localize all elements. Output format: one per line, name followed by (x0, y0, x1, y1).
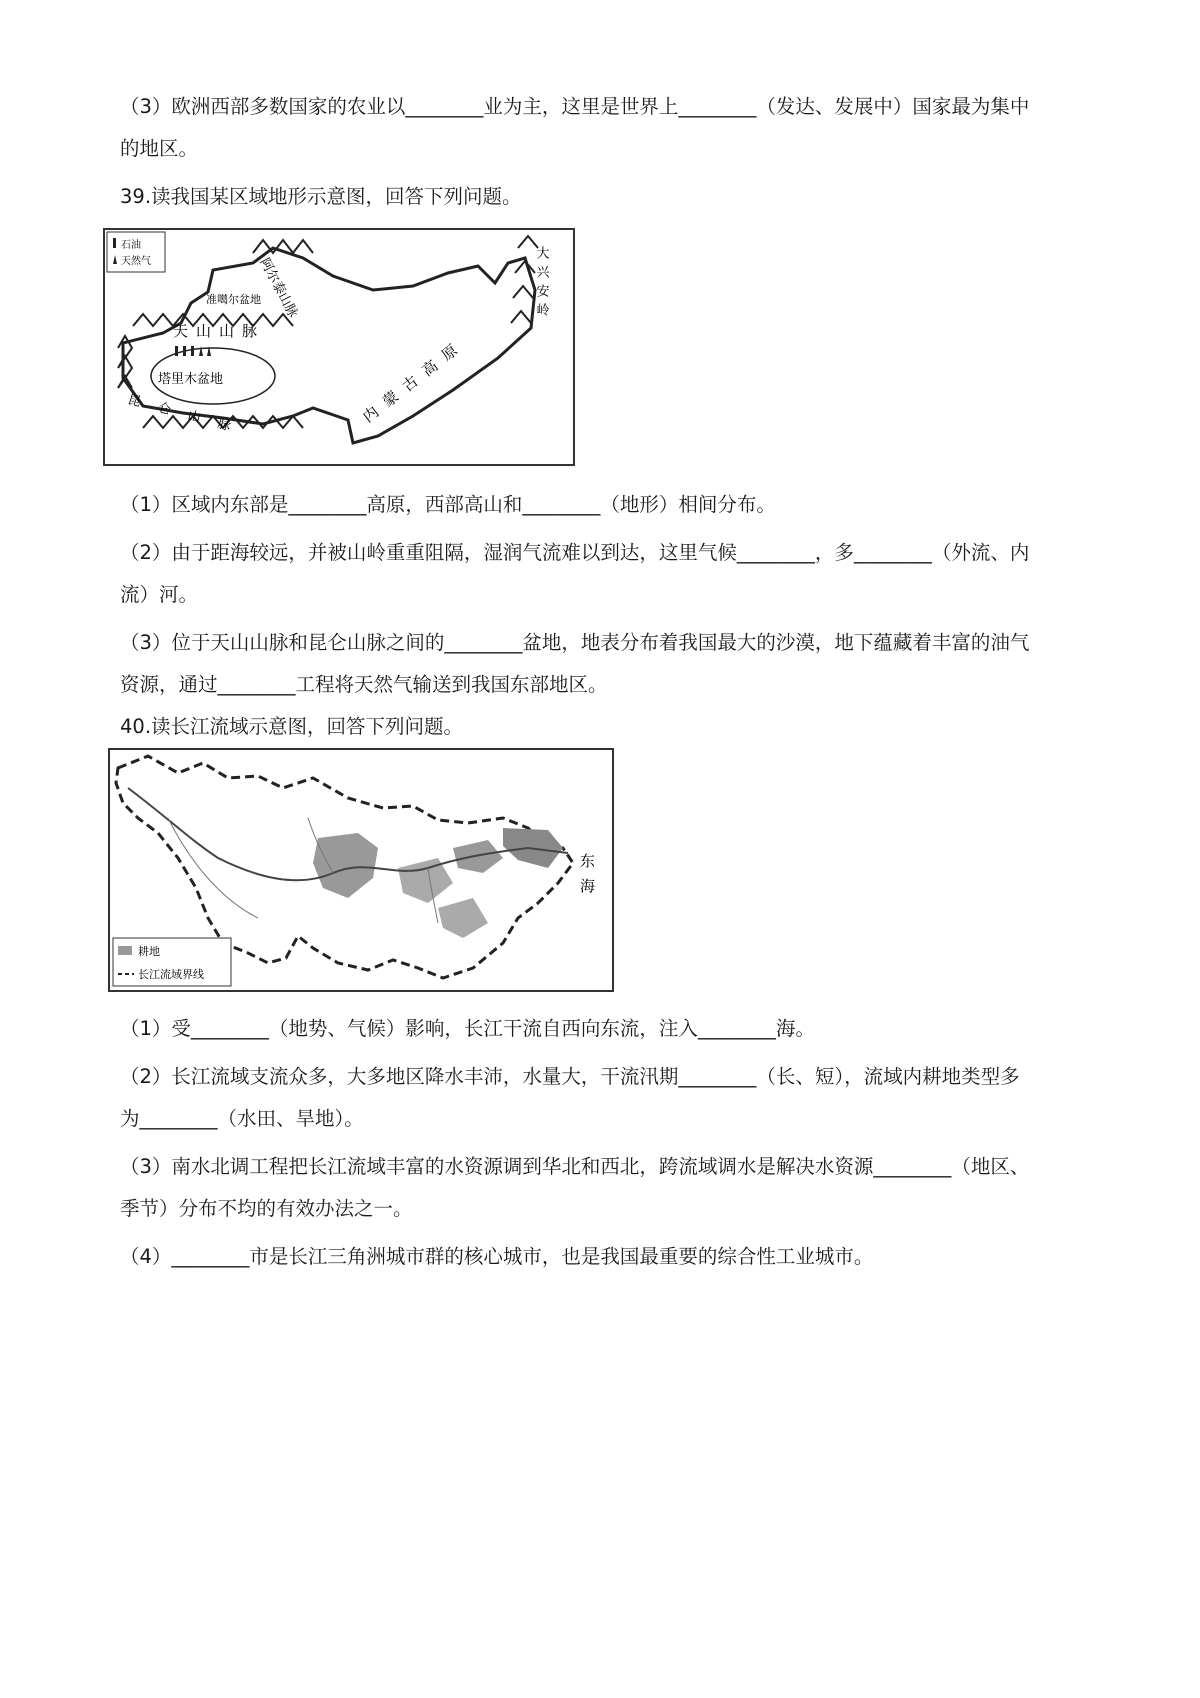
q39-title: 39.读我国某区域地形示意图，回答下列问题。 (120, 185, 522, 208)
q40-question-3-line2: 季节）分布不均的有效办法之一。 (120, 1197, 413, 1220)
q40-label-sea: 海 (580, 877, 596, 895)
q39-legend-gas: 天然气 (121, 256, 151, 267)
q39-label-inner-mongolia-plateau: 内蒙古高原 (359, 335, 469, 427)
q40-question-2-line1: （2）长江流域支流众多，大多地区降水丰沛，水量大，干流汛期________（长、短），流域内耕地类型多 (120, 1065, 1020, 1088)
q40-label-east: 东 (580, 852, 596, 870)
q40-legend-basin-boundary: 长江流域界线 (138, 968, 204, 981)
q39-question-3-line1: （3）位于天山山脉和昆仑山脉之间的________盆地，地表分布着我国最大的沙漠，地下蕴藏着丰富的油气 (120, 631, 1030, 654)
q40-yangtze-basin-map (108, 748, 614, 992)
q39-label-tarim-basin: 塔里木盆地 (158, 372, 224, 387)
q40-legend-farmland: 耕地 (138, 945, 160, 958)
q39-question-3-line2: 资源，通过________工程将天然气输送到我国东部地区。 (120, 673, 608, 696)
q39-label-tianshan-mountains: 天山山脉 (173, 322, 266, 340)
q40-question-1: （1）受________（地势、气候）影响，长江干流自西向东流，注入________海。 (120, 1017, 815, 1040)
q39-question-2-line1: （2）由于距海较远，并被山岭重重阻隔，湿润气流难以到达，这里气候________，多________（外流、内 (120, 541, 1030, 564)
q38-part3-line2: 的地区。 (120, 137, 199, 160)
q39-legend (107, 232, 165, 272)
q39-region-terrain-map (103, 228, 575, 466)
q39-question-2-line2: 流）河。 (120, 583, 199, 606)
q39-label-junggar-basin: 准噶尔盆地 (206, 293, 261, 306)
q39-label-greater-khingan: 大兴安岭 (533, 246, 549, 322)
q39-label-kunlun-mountains: 昆仑山脉 (125, 392, 250, 439)
q38-part3-line1: （3）欧洲西部多数国家的农业以________业为主，这里是世界上________（发达、发展中）国家最为集中 (120, 95, 1030, 118)
q39-legend-oil: 石油 (121, 240, 141, 251)
q40-title: 40.读长江流域示意图，回答下列问题。 (120, 715, 464, 738)
q39-question-1: （1）区域内东部是________高原，西部高山和________（地形）相间分布。 (120, 493, 776, 516)
q40-question-3-line1: （3）南水北调工程把长江流域丰富的水资源调到华北和西北，跨流域调水是解决水资源________（地区、 (120, 1155, 1030, 1178)
q39-label-altai-mountains: 阿尔泰山脉 (256, 255, 301, 321)
q40-question-2-line2: 为________（水田、旱地）。 (120, 1107, 364, 1130)
q40-legend (113, 938, 231, 986)
q40-question-4: （4）________市是长江三角洲城市群的核心城市，也是我国最重要的综合性工业城市。 (120, 1245, 874, 1268)
